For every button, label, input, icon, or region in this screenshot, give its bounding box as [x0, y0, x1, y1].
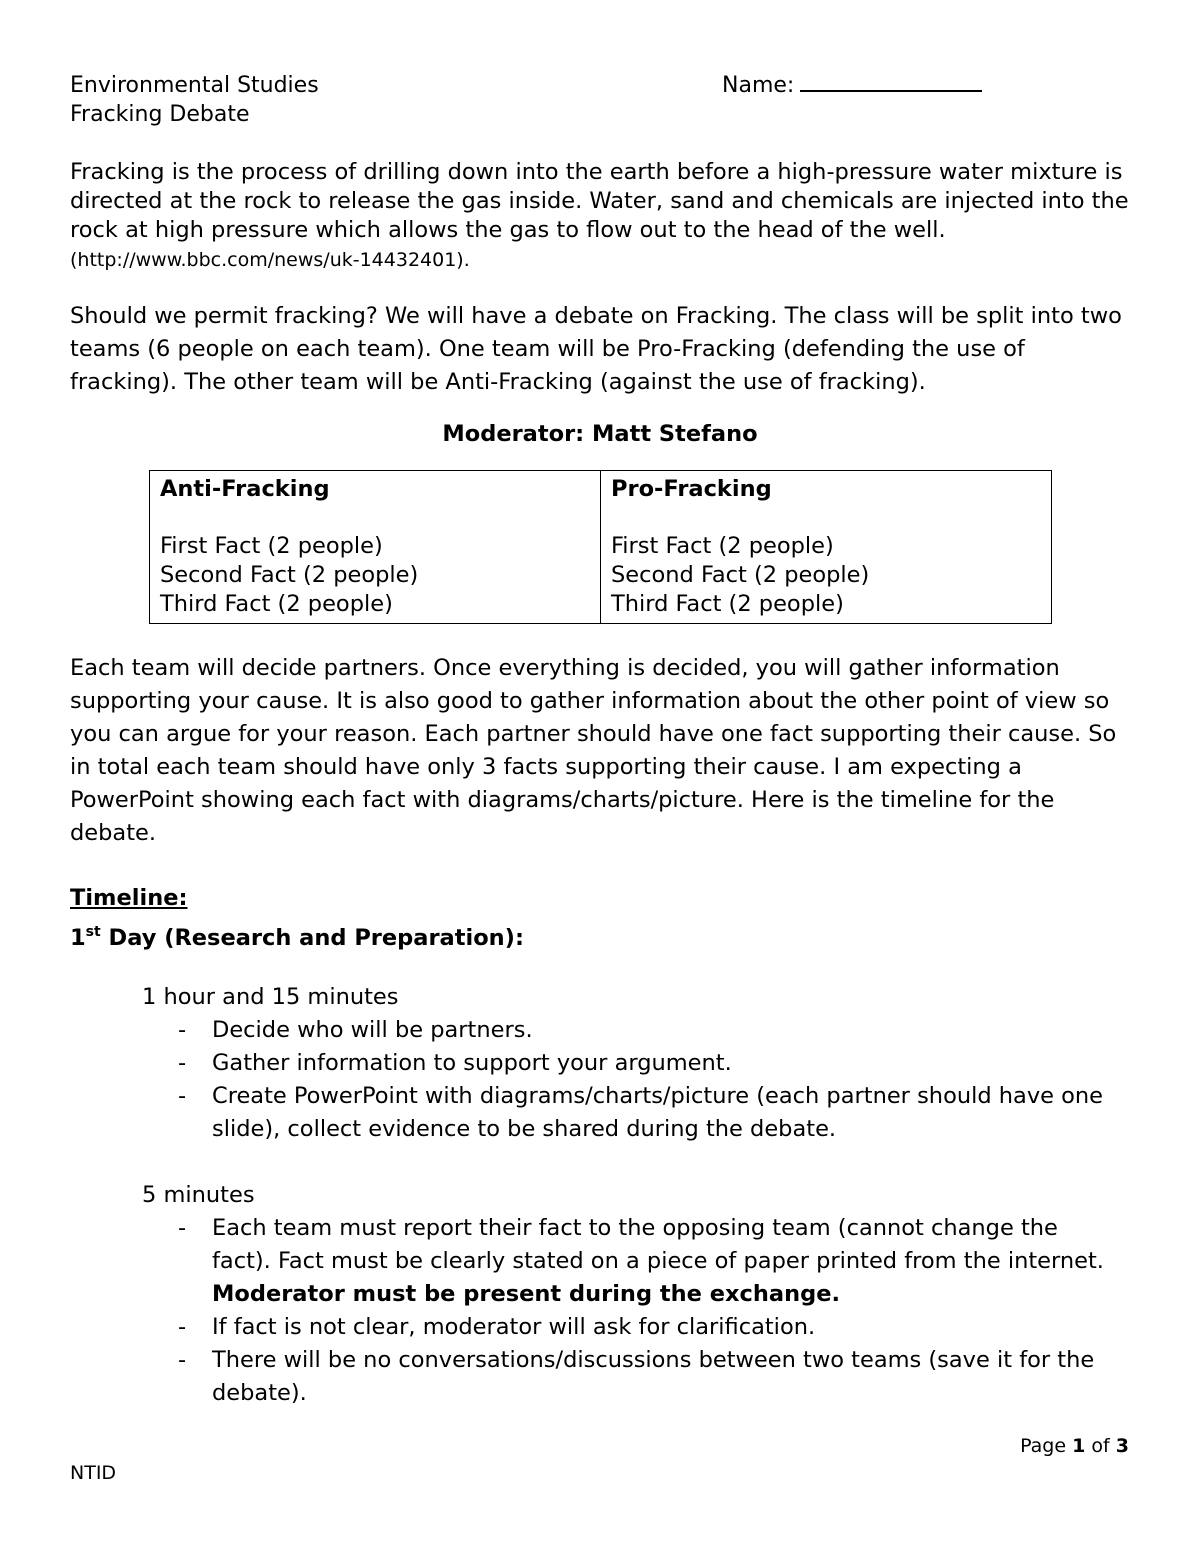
pro-fact-2: Second Fact (2 people): [611, 562, 870, 588]
block1-item-3: Create PowerPoint with diagrams/charts/picture (each partner should have one slide), collect evidence to be shared during the debate.: [212, 1083, 1104, 1142]
table-row: [150, 471, 1052, 624]
day1-heading: 1st Day (Research and Preparation):: [70, 924, 524, 951]
teams-table: [149, 470, 1052, 624]
timeline-heading: Timeline:: [70, 885, 188, 911]
pro-fracking-cell: [601, 471, 1052, 624]
dash-marker: -: [178, 1215, 187, 1241]
pro-fracking-heading: Pro-Fracking: [611, 476, 772, 502]
anti-fracking-cell: [150, 471, 601, 624]
block1-duration: 1 hour and 15 minutes: [142, 984, 399, 1010]
dash-marker: -: [178, 1314, 187, 1340]
dash-marker: -: [178, 1083, 187, 1109]
block2-item-2: If fact is not clear, moderator will ask for clarification.: [212, 1314, 816, 1340]
footer-org: NTID: [70, 1462, 117, 1484]
name-label: Name:: [722, 73, 795, 98]
dash-marker: -: [178, 1050, 187, 1076]
dash-marker: -: [178, 1017, 187, 1043]
pro-fact-1: First Fact (2 people): [611, 533, 834, 559]
block2-item-1: Each team must report their fact to the opposing team (cannot change the fact). Fact must be clearly stated on a piece of paper printed from the internet. Moderator must be present during the exchange.: [212, 1215, 1104, 1307]
moderator-line: Moderator: Matt Stefano: [442, 421, 758, 447]
course-name: Environmental Studies: [70, 73, 319, 98]
pro-fact-3: Third Fact (2 people): [611, 591, 844, 617]
name-blank-line: [800, 72, 982, 92]
intro-text: Fracking is the process of drilling down into the earth before a high-pressure water mixture is directed at the rock to release the gas inside. Water, sand and chemicals are injected into the rock at high pressure which allows the gas to flow out to the head of the well.: [70, 159, 1129, 243]
anti-fact-2: Second Fact (2 people): [160, 562, 419, 588]
instructions-paragraph: Each team will decide partners. Once everything is decided, you will gather information supporting your cause. It is also good to gather information about the other point of view so you can argue for your reason. Each partner should have one fact supporting their cause. So in total each team should have only 3 facts supporting their cause. I am expecting a PowerPoint showing each fact with diagrams/charts/picture. Here is the timeline for the debate.: [70, 655, 1117, 846]
page-number: 1: [1072, 1435, 1086, 1457]
anti-fact-1: First Fact (2 people): [160, 533, 383, 559]
dash-marker: -: [178, 1347, 187, 1373]
page-indicator: Page 1 of 3: [1020, 1435, 1129, 1457]
debate-intro-paragraph: Should we permit fracking? We will have a debate on Fracking. The class will be split into two teams (6 people on each team). One team will be Pro-Fracking (defending the use of fracking). The other team will be Anti-Fracking (against the use of fracking).: [70, 303, 1122, 395]
block2-item-3: There will be no conversations/discussions between two teams (save it for the debate).: [212, 1347, 1095, 1406]
block2-duration: 5 minutes: [142, 1182, 255, 1208]
document-title: Fracking Debate: [70, 102, 250, 127]
moderator-requirement: Moderator must be present during the exchange.: [212, 1281, 841, 1307]
block1-item-1: Decide who will be partners.: [212, 1017, 533, 1043]
anti-fact-3: Third Fact (2 people): [160, 591, 393, 617]
intro-paragraph: [70, 158, 1130, 275]
intro-source-link: (http://www.bbc.com/news/uk-14432401).: [70, 249, 470, 271]
block1-item-2: Gather information to support your argument.: [212, 1050, 732, 1076]
anti-fracking-heading: Anti-Fracking: [160, 476, 330, 502]
page-total: 3: [1115, 1435, 1129, 1457]
name-field: [722, 72, 982, 100]
